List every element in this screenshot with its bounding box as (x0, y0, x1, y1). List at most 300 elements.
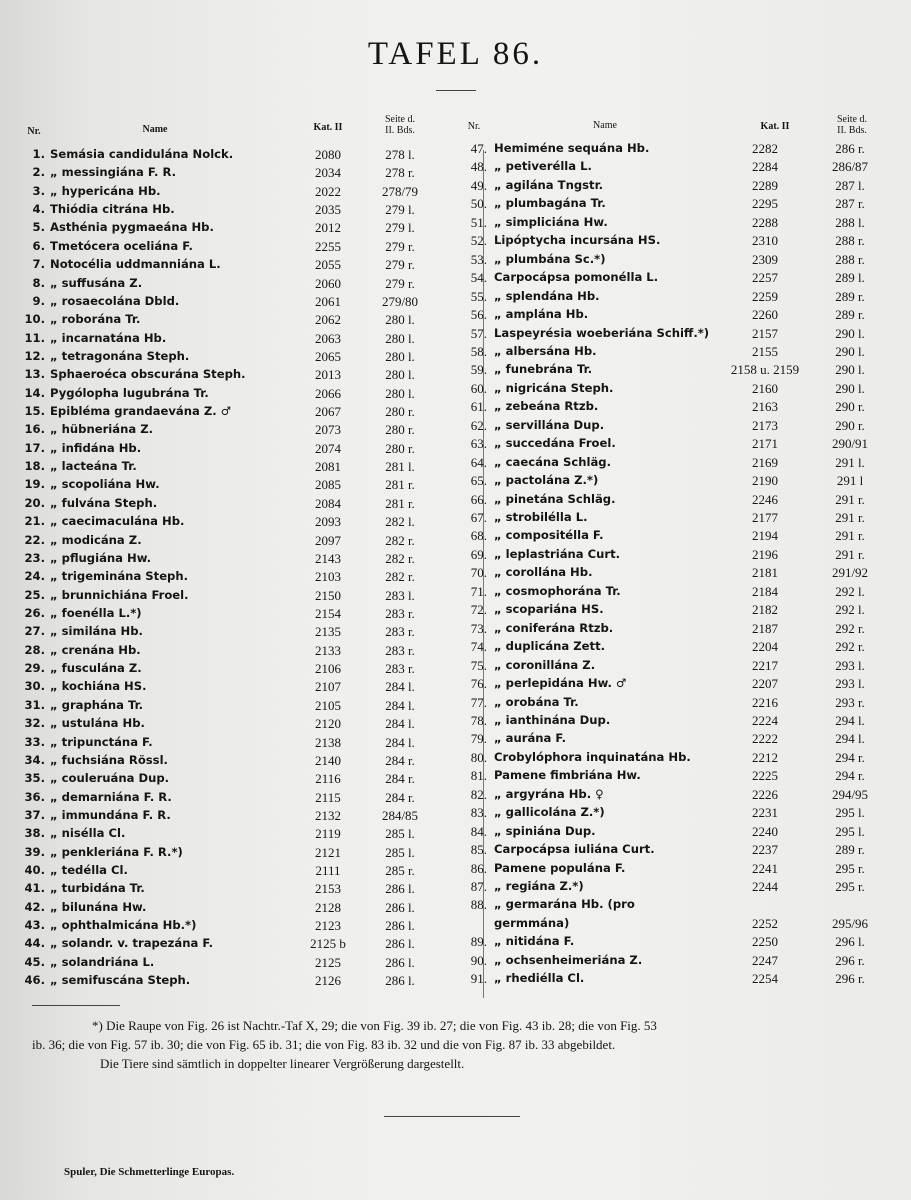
cell-seite: 286 r. (835, 141, 865, 156)
cell-nr: 31. (24, 697, 45, 712)
cell-nr: 42. (24, 899, 45, 914)
cell-seite: 288 r. (835, 251, 865, 267)
cell-seite: 295 r. (835, 879, 865, 894)
cell-kat: 2288 (752, 214, 778, 230)
cell-kat: 2060 (315, 275, 341, 291)
cell-seite: 284/85 (381, 807, 419, 823)
cell-seite: 291/92 (831, 565, 869, 581)
cell-seite: 296 l. (835, 934, 865, 950)
table-row (0, 490, 911, 509)
cell-kat: 2074 (315, 440, 341, 456)
cell-kat: 2246 (752, 491, 778, 507)
cell-nr: 36. (24, 789, 45, 804)
cell-kat: 2295 (752, 196, 778, 212)
cell-seite: 286 l. (385, 936, 415, 952)
cell-seite: 283 r. (385, 606, 415, 621)
cell-nr: 2. (32, 165, 45, 180)
cell-seite: 283 r. (385, 624, 415, 640)
table-row (0, 139, 911, 158)
cell-nr: 87. (470, 879, 487, 894)
left-header-name: Name (142, 124, 168, 135)
cell-nr: 91. (470, 971, 487, 987)
cell-seite: 282 l. (385, 514, 415, 530)
cell-kat: 2250 (752, 934, 778, 950)
cell-kat: 2123 (315, 918, 341, 934)
cell-nr: 62. (470, 417, 487, 433)
cell-nr: 8. (32, 275, 45, 290)
cell-name: Carpocápsa pomonélla L. (494, 270, 659, 285)
cell-nr: 63. (470, 436, 487, 452)
cell-kat: 2282 (752, 141, 778, 156)
cell-name: „ solandriána L. (50, 954, 155, 969)
table-row (0, 951, 911, 970)
cell-nr: 90. (470, 952, 487, 968)
cell-name: „ modicána Z. (50, 532, 142, 547)
cell-seite: 284 r. (385, 752, 415, 768)
table-row (0, 766, 911, 785)
cell-kat: 2255 (315, 238, 341, 254)
cell-nr: 4. (32, 202, 45, 217)
cell-seite: 286/87 (831, 159, 869, 175)
cell-kat: 2085 (315, 477, 341, 493)
cell-kat: 2231 (752, 805, 778, 821)
cell-nr: 17. (24, 440, 45, 455)
table-row (0, 969, 911, 988)
cell-seite: 286 l. (385, 918, 415, 934)
cell-name: Semásia candidulána Nolck. (50, 147, 234, 161)
bottom-rule (384, 1116, 520, 1117)
cell-kat: 2055 (315, 257, 341, 273)
cell-kat: 2120 (315, 716, 341, 732)
cell-nr: 33. (24, 734, 45, 749)
cell-seite: 291 r. (835, 491, 865, 507)
left-header-nr: Nr. (27, 126, 41, 137)
cell-name: „ kochiána HS. (50, 679, 147, 694)
cell-kat: 2097 (315, 532, 341, 548)
cell-nr: 21. (24, 514, 45, 529)
cell-seite: 292 r. (835, 620, 865, 636)
cell-name: „ agilána Tngstr. (494, 177, 604, 192)
cell-nr: 72. (470, 602, 487, 618)
cell-kat: 2154 (315, 606, 341, 621)
cell-name: „ nitidána F. (494, 934, 575, 949)
cell-kat: 2080 (315, 147, 341, 162)
table-row (0, 859, 911, 878)
publisher-signature: Spuler, Die Schmetterlinge Europas. (64, 1166, 235, 1178)
footnote-line-1: *) Die Raupe von Fig. 26 ist Nachtr.-Taf X, 29; die von Fig. 39 ib. 27; die von Fig. 43 ib. 28; die von Fig. 53 (92, 1018, 657, 1033)
cell-seite: 284 l. (385, 679, 415, 695)
cell-name: „ coronillána Z. (494, 657, 596, 672)
cell-seite: 293 l. (835, 657, 865, 673)
cell-name: germmána) (494, 915, 570, 930)
cell-name: Sphaeroéca obscurána Steph. (50, 367, 246, 382)
cell-nr: 49. (470, 177, 487, 193)
table-row (0, 748, 911, 767)
cell-kat: 2138 (315, 734, 341, 750)
cell-name: „ plumbána Sc.*) (494, 251, 606, 266)
cell-seite: 290 r. (835, 399, 865, 415)
table-row (0, 822, 911, 841)
cell-kat: 2119 (315, 826, 341, 842)
left-header-kat: Kat. II (313, 122, 343, 133)
cell-seite: 280 r. (385, 404, 415, 420)
table-row (0, 471, 911, 490)
cell-kat: 2259 (752, 288, 778, 304)
cell-kat: 2126 (315, 973, 341, 989)
cell-nr: 48. (470, 159, 487, 175)
cell-seite: 289 r. (835, 842, 865, 858)
cell-kat: 2135 (315, 624, 341, 640)
cell-nr: 68. (470, 528, 487, 544)
cell-nr: 35. (24, 771, 45, 786)
cell-kat: 2150 (315, 587, 341, 603)
cell-kat: 2155 (752, 343, 778, 359)
cell-kat: 2084 (315, 495, 341, 511)
cell-kat: 2035 (315, 202, 341, 218)
cell-name: Epibléma grandaevána Z. ♂ (50, 404, 232, 419)
cell-seite: 279 r. (385, 257, 415, 273)
cell-kat: 2125 (315, 954, 341, 970)
cell-seite: 284 l. (385, 716, 415, 732)
table-row (0, 582, 911, 601)
table-row (0, 379, 911, 398)
cell-nr: 53. (470, 251, 487, 267)
cell-seite: 295/96 (831, 915, 869, 931)
cell-name: Hemiméne sequána Hb. (494, 141, 650, 155)
cell-seite: 285 r. (385, 863, 415, 879)
cell-seite: 296 r. (835, 952, 865, 968)
cell-name: „ spiniána Dup. (494, 823, 596, 838)
cell-nr: 15. (24, 404, 45, 419)
cell-seite: 294 r. (835, 749, 865, 765)
cell-kat: 2163 (752, 399, 778, 415)
cell-kat: 2132 (315, 807, 341, 823)
cell-name: „ caecimaculána Hb. (50, 514, 185, 529)
cell-name: „ aurána F. (494, 731, 567, 746)
cell-nr: 30. (24, 679, 45, 694)
cell-nr: 47. (470, 141, 487, 156)
cell-seite: 282 r. (385, 550, 415, 566)
page-title: TAFEL 86. (367, 36, 544, 72)
cell-name: „ orobána Tr. (494, 694, 579, 709)
cell-kat: 2115 (315, 789, 341, 805)
footnote-line-3: Die Tiere sind sämtlich in doppelter linearer Vergrößerung dargestellt. (100, 1056, 465, 1071)
cell-name: „ similána Hb. (50, 624, 143, 639)
cell-seite: 280 l. (385, 348, 415, 364)
cell-name: „ hypericána Hb. (50, 183, 161, 198)
cell-kat: 2247 (752, 952, 778, 968)
table-row (0, 268, 911, 287)
cell-seite: 291 r. (835, 528, 865, 544)
cell-name: „ duplicána Zett. (494, 639, 606, 654)
table-row (0, 176, 911, 195)
cell-nr: 12. (24, 348, 45, 363)
cell-seite: 279/80 (381, 293, 419, 309)
cell-seite: 284 r. (385, 789, 415, 805)
cell-kat: 2310 (752, 233, 778, 249)
cell-nr: 54. (470, 270, 487, 286)
right-header-seite-line1: Seite d. (837, 114, 867, 125)
cell-name: Crobylóphora inquinatána Hb. (494, 749, 691, 764)
cell-nr: 58. (470, 343, 487, 359)
cell-kat: 2260 (752, 307, 778, 323)
cell-kat: 2121 (315, 844, 341, 860)
cell-name: „ splendána Hb. (494, 288, 600, 303)
cell-nr: 61. (470, 399, 487, 415)
cell-nr: 19. (24, 477, 45, 492)
cell-nr: 77. (470, 694, 487, 710)
cell-seite: 291 r. (835, 546, 865, 562)
cell-seite: 280 l. (385, 330, 415, 346)
table-row (0, 600, 911, 619)
cell-name: „ germarána Hb. (pro (494, 897, 635, 912)
cell-kat: 2216 (752, 694, 778, 710)
cell-name: „ ophthalmicána Hb.*) (50, 918, 197, 933)
cell-seite: 282 r. (385, 569, 415, 585)
cell-nr: 23. (24, 550, 45, 565)
left-header-seite-line1: Seite d. (385, 114, 415, 125)
cell-name: „ roborána Tr. (50, 312, 141, 327)
cell-nr: 3. (32, 183, 45, 198)
cell-nr: 26. (24, 606, 45, 620)
cell-nr: 41. (24, 881, 45, 896)
table-row (0, 637, 911, 656)
cell-kat: 2204 (752, 639, 778, 655)
table-row (0, 453, 911, 472)
cell-name: „ scopariána HS. (494, 602, 604, 617)
table-row (0, 729, 911, 748)
cell-kat: 2241 (752, 860, 778, 876)
cell-name: „ pactolána Z.*) (494, 473, 599, 488)
cell-kat: 2224 (752, 712, 778, 728)
cell-kat: 2116 (315, 771, 341, 787)
cell-kat: 2240 (752, 823, 778, 839)
cell-kat: 2169 (752, 454, 778, 470)
cell-kat: 2184 (752, 583, 778, 599)
cell-nr: 45. (24, 954, 45, 969)
cell-name: „ ustulána Hb. (50, 716, 145, 731)
cell-name: „ crenána Hb. (50, 642, 141, 657)
table-row (0, 434, 911, 453)
right-header-seite-line2: II. Bds. (837, 125, 867, 136)
cell-kat: 2022 (315, 183, 341, 199)
cell-name: „ compositélla F. (494, 528, 604, 543)
cell-kat: 2309 (752, 251, 778, 267)
cell-seite: 280 l. (385, 385, 415, 401)
cell-seite: 295 l. (835, 823, 865, 839)
cell-name: „ semifuscána Steph. (50, 973, 191, 988)
cell-name: „ fulvána Steph. (50, 495, 158, 510)
cell-seite: 296 r. (835, 971, 865, 987)
cell-name: Carpocápsa iuliána Curt. (494, 842, 655, 857)
cell-kat: 2081 (315, 459, 341, 475)
cell-nr: 59. (470, 362, 487, 378)
table-row (0, 508, 911, 527)
table-row (0, 619, 911, 638)
cell-nr: 39. (24, 844, 45, 859)
cell-nr: 13. (24, 367, 45, 382)
cell-kat: 2140 (315, 752, 341, 768)
cell-kat: 2067 (315, 404, 341, 420)
cell-kat: 2153 (315, 881, 341, 897)
cell-seite: 280 r. (385, 440, 415, 456)
cell-nr: 43. (24, 918, 45, 933)
cell-name: „ incarnatána Hb. (50, 330, 167, 345)
cell-kat: 2160 (752, 380, 778, 396)
cell-name: „ pflugiána Hw. (50, 550, 152, 565)
cell-seite: 281 r. (385, 477, 415, 493)
cell-name: „ cosmophorána Tr. (494, 583, 621, 598)
table-row (0, 194, 911, 213)
cell-name: Pamene populána F. (494, 860, 626, 875)
cell-seite: 284 l. (385, 734, 415, 750)
cell-nr: 88. (470, 897, 487, 913)
cell-nr: 66. (470, 491, 487, 507)
cell-name: „ foenélla L.*) (50, 606, 142, 620)
table-row (0, 895, 911, 914)
cell-name: „ graphána Tr. (50, 697, 144, 712)
cell-kat: 2061 (315, 293, 341, 309)
cell-kat: 2013 (315, 367, 341, 383)
table-row (0, 545, 911, 564)
cell-seite: 285 l. (385, 826, 415, 842)
cell-name: „ leplastriána Curt. (494, 546, 621, 561)
cell-seite: 292 r. (835, 639, 865, 655)
table-row (0, 693, 911, 712)
cell-seite: 294 l. (835, 712, 865, 728)
cell-name: „ amplána Hb. (494, 307, 589, 322)
table-row (0, 342, 911, 361)
cell-name: „ infidána Hb. (50, 440, 142, 455)
cell-name: „ suffusána Z. (50, 275, 143, 290)
cell-seite: 295 l. (835, 805, 865, 821)
cell-name: „ rhediélla Cl. (494, 971, 585, 986)
cell-name: „ ianthinána Dup. (494, 712, 611, 727)
cell-seite: 291 l (836, 473, 864, 489)
cell-nr: 18. (24, 459, 45, 474)
cell-kat: 2244 (752, 879, 778, 894)
cell-name: „ trigeminána Steph. (50, 569, 189, 584)
footnote-rule (32, 1005, 120, 1006)
cell-name: „ bilunána Hw. (50, 899, 147, 914)
cell-seite: 289 r. (835, 307, 865, 323)
cell-kat: 2225 (752, 768, 778, 784)
cell-name: „ tetragonána Steph. (50, 348, 190, 363)
cell-nr: 67. (470, 510, 487, 525)
table-row (0, 360, 911, 379)
cell-name: „ immundána F. R. (50, 807, 171, 822)
cell-name: „ argyrána Hb. ♀ (494, 786, 604, 801)
cell-kat: 2012 (315, 220, 341, 236)
cell-kat: 2212 (752, 749, 778, 765)
cell-name: „ caecána Schläg. (494, 454, 612, 469)
cell-seite: 286 l. (385, 881, 415, 897)
cell-seite: 290 l. (835, 343, 865, 359)
cell-kat: 2107 (315, 679, 341, 695)
cell-seite: 290 r. (835, 417, 865, 433)
cell-seite: 284 r. (385, 771, 415, 787)
cell-seite: 290/91 (831, 436, 869, 452)
cell-seite: 293 l. (835, 676, 865, 692)
cell-seite: 286 l. (385, 973, 415, 989)
cell-name: „ simpliciána Hw. (494, 214, 608, 229)
cell-kat: 2207 (752, 676, 778, 692)
table-row (0, 914, 911, 933)
cell-nr: 11. (24, 330, 45, 345)
table-row (0, 877, 911, 896)
cell-name: „ scopoliána Hw. (50, 477, 160, 492)
cell-seite: 284 l. (385, 697, 415, 713)
cell-name: „ petiverélla L. (494, 159, 592, 174)
cell-nr: 34. (24, 752, 45, 767)
cell-name: Notocélia uddmanniána L. (50, 257, 221, 272)
cell-seite: 283 r. (385, 642, 415, 658)
cell-seite: 286 l. (385, 954, 415, 970)
cell-name: Tmetócera oceliána F. (50, 238, 193, 253)
cell-name: „ plumbagána Tr. (494, 196, 606, 211)
table-row (0, 563, 911, 582)
cell-seite: 294/95 (831, 786, 869, 802)
table-row (0, 324, 911, 343)
cell-seite: 278 r. (385, 165, 415, 181)
cell-kat: 2105 (315, 697, 341, 713)
cell-seite: 278 l. (385, 147, 415, 162)
cell-nr: 25. (24, 587, 45, 602)
cell-seite: 288 r. (835, 233, 865, 249)
cell-name: „ penkleriána F. R.*) (50, 844, 183, 859)
table-row (0, 803, 911, 822)
cell-nr: 64. (470, 454, 487, 470)
table-row (0, 416, 911, 435)
cell-seite: 290 l. (835, 380, 865, 396)
cell-seite: 279 r. (385, 275, 415, 291)
cell-seite: 279 r. (385, 238, 415, 254)
cell-nr: 80. (470, 749, 487, 765)
cell-name: „ corollána Hb. (494, 565, 593, 580)
cell-nr: 56. (470, 307, 487, 323)
cell-nr: 52. (470, 233, 487, 249)
cell-seite: 294 r. (835, 768, 865, 784)
cell-seite: 285 l. (385, 844, 415, 860)
cell-kat: 2093 (315, 514, 341, 530)
cell-kat: 2182 (752, 602, 778, 618)
cell-kat: 2062 (315, 312, 341, 328)
cell-name: „ regiána Z.*) (494, 879, 584, 893)
cell-nr: 81. (470, 768, 487, 784)
cell-seite: 279 l. (385, 220, 415, 236)
cell-nr: 74. (470, 639, 487, 655)
cell-seite: 286 l. (385, 899, 415, 915)
cell-kat: 2128 (315, 899, 341, 915)
cell-nr: 1. (32, 147, 45, 161)
cell-seite: 292 l. (835, 602, 865, 618)
cell-nr: 14. (24, 385, 45, 400)
cell-name: „ messingiána F. R. (50, 165, 177, 180)
table-row (0, 287, 911, 306)
cell-seite: 293 r. (835, 694, 865, 710)
cell-name: „ fusculána Z. (50, 661, 142, 676)
cell-nr: 75. (470, 657, 487, 673)
cell-nr: 71. (470, 583, 487, 599)
table-row (0, 711, 911, 730)
cell-kat: 2252 (752, 915, 778, 931)
cell-nr: 24. (24, 569, 45, 584)
cell-kat: 2177 (752, 510, 778, 525)
cell-nr: 46. (24, 973, 45, 988)
table-row (0, 656, 911, 675)
cell-name: Thiódia citrána Hb. (50, 202, 175, 217)
table-row (0, 213, 911, 232)
